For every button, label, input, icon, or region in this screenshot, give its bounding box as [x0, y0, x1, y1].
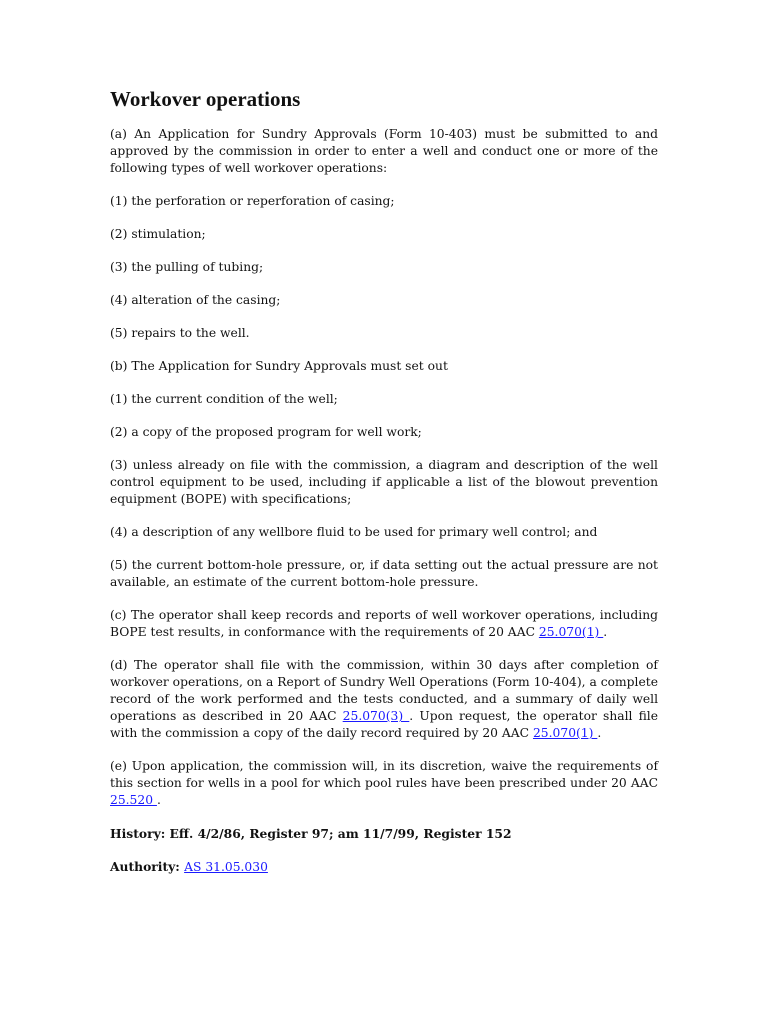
list-item-a4: (4) alteration of the casing;: [110, 293, 281, 307]
list-item-a2: (2) stimulation;: [110, 227, 206, 241]
list-item-a3: (3) the pulling of tubing;: [110, 260, 264, 274]
citation-link-25-070-3[interactable]: 25.070(3): [342, 709, 410, 723]
paragraph-b: (b) The Application for Sundry Approvals must set out: [110, 359, 448, 373]
authority-line: [110, 858, 658, 876]
history-note: History: Eff. 4/2/86, Register 97; am 11/7/99, Register 152: [110, 826, 512, 841]
page-title: Workover operations: [110, 87, 301, 111]
paragraph-d: [110, 657, 658, 742]
list-item-b3: (3) unless already on file with the commission, a diagram and description of the well control equipment to be used, including if applicable a list of the blowout prevention equipment (BOPE) with specifications;: [110, 458, 658, 506]
list-item-a1: (1) the perforation or reperforation of casing;: [110, 194, 395, 208]
citation-link-25-070-1[interactable]: 25.070(1): [538, 625, 604, 639]
authority-label: Authority:: [110, 859, 185, 874]
authority-link[interactable]: AS 31.05.030: [184, 860, 268, 874]
paragraph-a: (a) An Application for Sundry Approvals (Form 10-403) must be submitted to and approved by the commission in order to enter a well and conduct one or more of the following types of well workover operations:: [110, 127, 658, 175]
document-page: [110, 86, 658, 892]
paragraph-c: [110, 607, 658, 641]
paragraph-e: [110, 758, 658, 809]
list-item-b5: (5) the current bottom-hole pressure, or, if data setting out the actual pressure are not available, an estimate of the current bottom-hole pressure.: [110, 558, 658, 589]
list-item-a5: (5) repairs to the well.: [110, 326, 250, 340]
paragraph-c-end: .: [603, 625, 608, 639]
list-item-b4: (4) a description of any wellbore fluid to be used for primary well control; and: [110, 525, 598, 539]
paragraph-d-text2: . Upon request, the operator shall file with the commission a copy of the daily record required by 20 AAC: [110, 709, 658, 740]
paragraph-e-end: .: [156, 793, 161, 807]
paragraph-e-text: (e) Upon application, the commission will, in its discretion, waive the requirements of this section for wells in a pool for which pool rules have been prescribed under 20 AAC: [110, 759, 658, 790]
citation-link-25-070-1-second[interactable]: 25.070(1): [532, 726, 598, 740]
paragraph-c-text: (c) The operator shall keep records and reports of well workover operations, including BOPE test results, in conformance with the requirements of 20 AAC: [110, 608, 658, 639]
list-item-b1: (1) the current condition of the well;: [110, 392, 338, 406]
list-item-b2: (2) a copy of the proposed program for well work;: [110, 425, 422, 439]
citation-link-25-520[interactable]: 25.520: [110, 793, 157, 807]
paragraph-d-text1: (d) The operator shall file with the commission, within 30 days after completion of workover operations, on a Report of Sundry Well Operations (Form 10-404), a complete record of the work performed and the tests conducted, and a summary of daily well operations as described in 20 AAC: [110, 658, 658, 723]
paragraph-d-end: .: [597, 726, 602, 740]
